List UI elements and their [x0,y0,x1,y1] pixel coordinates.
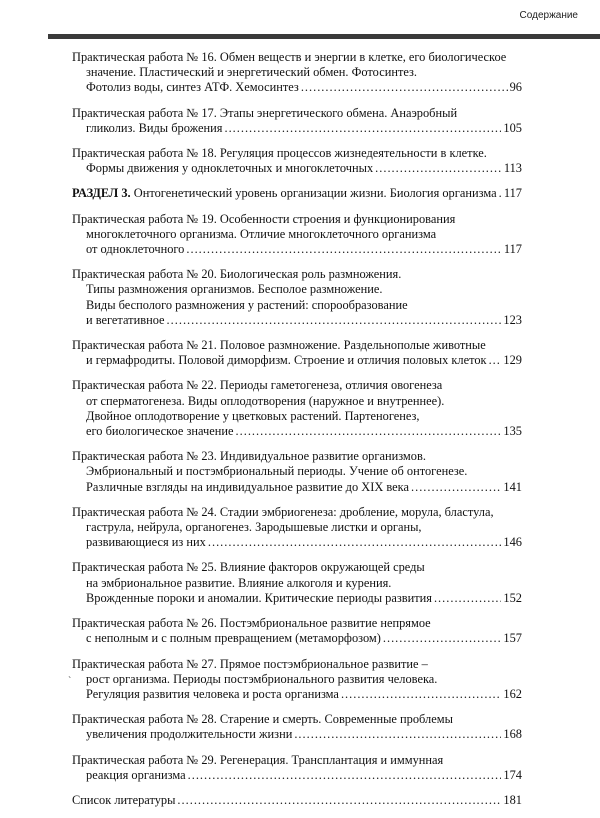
toc-entry-line: Практическая работа № 19. Особенности строения и функционирования [72,211,456,226]
toc-entry-text [72,793,175,808]
toc-entry-line: Формы движения у одноклеточных и многоклеточных [86,161,374,176]
toc-entry-last-line [72,242,522,257]
toc-entry-text [86,424,234,439]
header-rule [48,34,600,39]
toc-entry-line: многоклеточного организма. Отличие многоклеточного организма [86,226,437,241]
toc-entry-text [86,768,186,783]
toc-entry-line: Практическая работа № 22. Периоды гаметогенеза, отличия овогенеза [72,378,443,393]
toc-entry-line: Онтогенетический уровень организации жизни. Биология организма [130,186,497,201]
dot-leader [294,727,501,742]
table-of-contents [72,50,522,818]
dot-leader [411,480,501,495]
page-number: 168 [503,727,522,742]
dot-leader [489,353,502,368]
toc-entry-line: реакция организма [86,767,186,782]
toc-entry[interactable] [72,449,522,495]
page-number: 113 [503,161,522,176]
toc-section-heading[interactable] [72,186,522,201]
toc-entry-last-line [72,186,522,201]
dot-leader [188,768,502,783]
toc-entry[interactable] [72,616,522,646]
toc-entry-text [86,727,292,742]
toc-entry-text [86,631,381,646]
toc-entry-last-line [72,121,522,136]
page-number: 135 [503,424,522,439]
toc-entry-line: развивающиеся из них [86,535,206,550]
toc-entry[interactable] [72,657,522,703]
page-number: 174 [503,767,522,782]
toc-entry-last-line [72,424,522,439]
toc-entry[interactable] [72,793,522,808]
toc-entry-line: и гермафродиты. Половой диморфизм. Строение и отличия половых клеток [86,353,487,368]
toc-entry-line: гликолиз. Виды брожения [86,120,223,135]
toc-entry-line: Типы размножения организмов. Бесполое размножение. [86,282,383,297]
page-number: 129 [503,353,522,368]
page-number: 141 [503,479,522,494]
section-label: РАЗДЕЛ 3. [72,186,131,201]
toc-entry-text [86,161,373,176]
toc-entry-line: и вегетативное [86,312,165,327]
toc-entry-line: его биологическое значение [86,424,234,439]
toc-entry-line: Практическая работа № 23. Индивидуальное развитие организмов. [72,449,426,464]
toc-entry[interactable] [72,106,522,136]
dot-leader [224,121,501,136]
dot-leader [301,80,508,95]
toc-entry-line: Различные взгляды на индивидуальное развитие до XIX века [86,479,409,494]
dot-leader [341,687,501,702]
page-number: 123 [503,312,522,327]
toc-entry-line: рост организма. Периоды постэмбрионального развития человека. [86,671,438,686]
toc-entry-last-line [72,161,522,176]
toc-entry-line: Практическая работа № 21. Половое размножение. Раздельнополые животные [72,338,486,353]
toc-entry-line: на эмбриональное развитие. Влияние алкоголя и курения. [86,575,392,590]
toc-entry-text [86,313,165,328]
toc-entry-text [86,121,222,136]
toc-entry-line: Виды бесполого размножения у растений: спорообразование [86,297,408,312]
toc-entry-text [86,242,184,257]
page-number: 146 [503,535,522,550]
toc-entry-text [86,535,206,550]
toc-entry-line: Практическая работа № 28. Старение и смерть. Современные проблемы [72,712,453,727]
toc-entry-text [86,591,432,606]
toc-entry-last-line [72,353,522,368]
toc-entry-line: Фотолиз воды, синтез АТФ. Хемосинтез [86,80,299,95]
toc-entry-line: Врожденные пороки и аномалии. Критические периоды развития [86,590,432,605]
toc-entry[interactable] [72,267,522,328]
page-number: 117 [503,242,522,257]
toc-entry-last-line [72,768,522,783]
toc-entry[interactable] [72,712,522,742]
toc-entry-last-line [72,535,522,550]
toc-entry-line: гаструла, нейрула, органогенез. Зародышевые листки и органы, [86,520,422,535]
toc-entry-last-line [72,687,522,702]
toc-entry-line: Практическая работа № 27. Прямое постэмбриональное развитие – [72,656,428,671]
dot-leader [236,424,502,439]
page-number: 181 [503,792,522,807]
toc-entry-line: от одноклеточного [86,242,185,257]
toc-entry-line: с неполным и с полным превращением (метаморфозом) [86,631,381,646]
toc-entry-line: Практическая работа № 16. Обмен веществ и энергии в клетке, его биологическое [72,50,507,64]
toc-entry[interactable] [72,505,522,551]
toc-entry-line: Практическая работа № 29. Регенерация. Трансплантация и иммунная [72,752,444,767]
stray-mark: ` [68,676,72,687]
toc-entry[interactable] [72,753,522,783]
dot-leader [167,313,502,328]
toc-entry[interactable] [72,212,522,258]
toc-entry-line: Список литературы [72,792,176,807]
toc-entry-line: увеличения продолжительности жизни [86,727,293,742]
toc-entry-line: от сперматогенеза. Виды оплодотворения (наружное и внутреннее). [86,393,445,408]
toc-entry[interactable] [72,378,522,439]
dot-leader [383,631,502,646]
toc-entry-last-line [72,631,522,646]
toc-entry[interactable] [72,338,522,368]
toc-entry-line: Практическая работа № 17. Этапы энергетического обмена. Анаэробный [72,105,458,120]
toc-entry-line: Регуляция развития человека и роста организма [86,686,339,701]
toc-entry-line: Двойное оплодотворение у цветковых растений. Партеногенез, [86,408,420,423]
toc-entry-line: Практическая работа № 25. Влияние факторов окружающей среды [72,560,425,575]
toc-entry-line: значение. Пластический и энергетический обмен. Фотосинтез. [86,65,418,80]
toc-entry[interactable] [72,560,522,606]
dot-leader [499,186,502,201]
page-number: 117 [503,186,522,201]
dot-leader [434,591,501,606]
page-number: 96 [509,80,522,95]
toc-entry-text [86,687,339,702]
toc-entry-line: Практическая работа № 24. Стадии эмбриогенеза: дробление, морула, бластула, [72,504,494,519]
toc-entry-line: Практическая работа № 18. Регуляция процессов жизнедеятельности в клетке. [72,146,487,161]
toc-entry-line: Эмбриональный и постэмбриональный периоды. Учение об онтогенезе. [86,464,468,479]
toc-entry[interactable] [72,50,522,96]
toc-entry-last-line [72,727,522,742]
dot-leader [208,535,502,550]
running-header: Содержание [519,10,578,21]
page-number: 162 [503,686,522,701]
toc-entry-last-line [72,591,522,606]
toc-entry-text [86,480,409,495]
toc-entry[interactable] [72,146,522,176]
toc-entry-last-line [72,480,522,495]
toc-entry-last-line [72,80,522,95]
toc-entry-line: Практическая работа № 20. Биологическая роль размножения. [72,267,402,282]
toc-entry-last-line [72,313,522,328]
page-number: 152 [503,590,522,605]
toc-entry-text [86,80,299,95]
toc-entry-line: Практическая работа № 26. Постэмбриональное развитие непрямое [72,616,431,631]
dot-leader [186,242,501,257]
toc-entry-text [86,353,487,368]
toc-entry-last-line [72,793,522,808]
page-number: 105 [503,120,522,135]
toc-entry-text [72,186,497,201]
dot-leader [177,793,501,808]
dot-leader [375,161,502,176]
page-number: 157 [503,631,522,646]
